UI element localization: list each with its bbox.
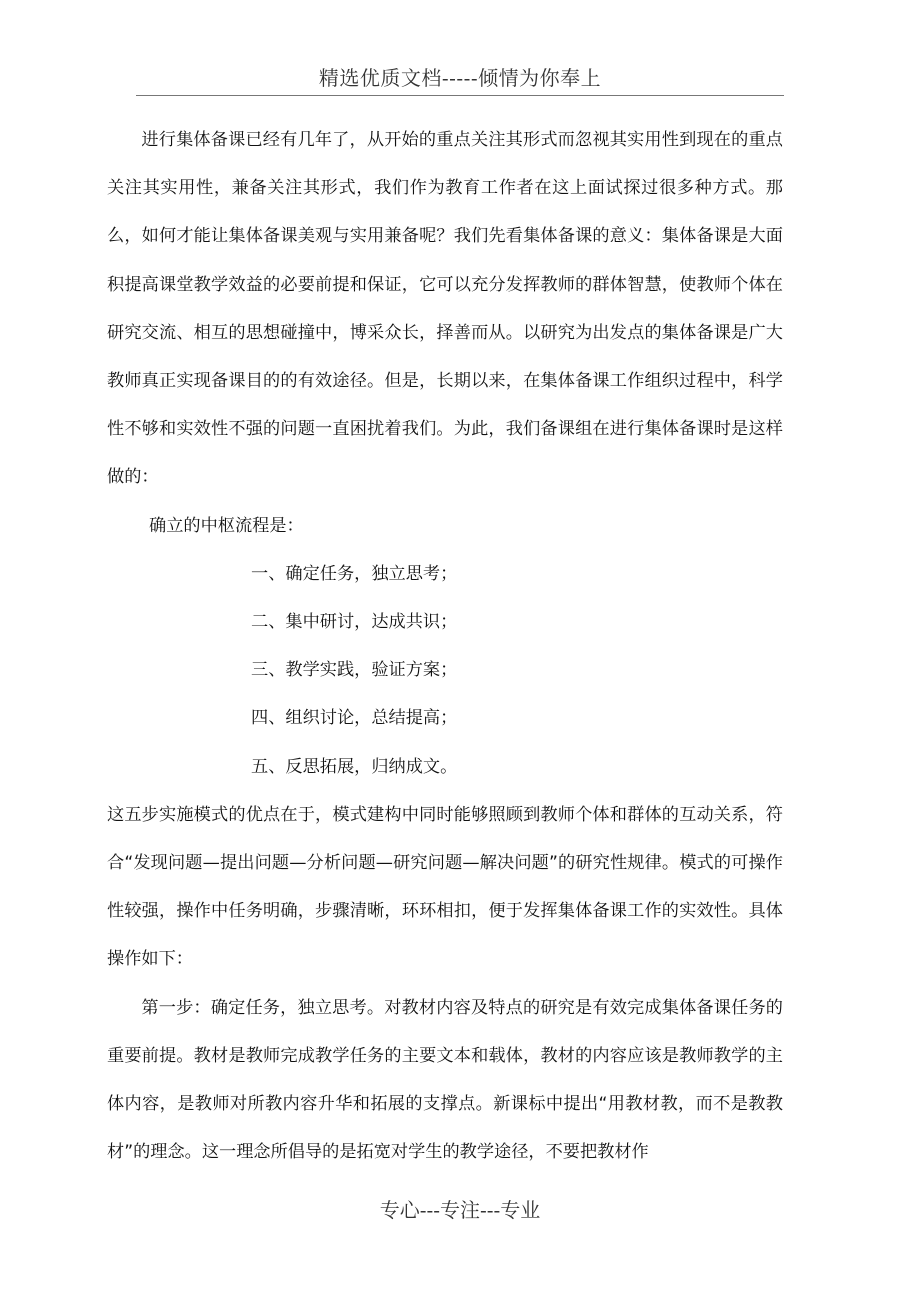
process-step-4: 四、组织讨论，总结提高； <box>251 708 458 729</box>
document-body <box>107 116 783 1176</box>
step-one-paragraph: 第一步：确定任务，独立思考。对教材内容及特点的研究是有效完成集体备课任务的重要前提。教材是教师完成教学任务的主要文本和载体，教材的内容应该是教师教学的主体内容，是教师对所教内容升华和拓展的支撑点。新课标中提出“用教材教，而不是教教材”的理念。这一理念所倡导的是拓宽对学生的教学途径，不要把教材作 <box>107 997 783 1163</box>
process-title: 确立的中枢流程是： <box>149 515 304 536</box>
process-step-1: 一、确定任务，独立思考； <box>251 563 458 584</box>
model-advantage-paragraph: 这五步实施模式的优点在于，模式建构中同时能够照顾到教师个体和群体的互动关系，符合“发现问题—提出问题—分析问题—研究问题—解决问题”的研究性规律。模式的可操作性较强，操作中任务明确，步骤清晰，环环相扣，便于发挥集体备课工作的实效性。具体操作如下： <box>107 804 783 970</box>
page-header: 精选优质文档-----倾情为你奉上 <box>318 66 602 90</box>
process-step-5: 五、反思拓展，归纳成文。 <box>251 756 458 777</box>
intro-paragraph: 进行集体备课已经有几年了，从开始的重点关注其形式而忽视其实用性到现在的重点关注其实用性，兼备关注其形式，我们作为教育工作者在这上面试探过很多种方式。那么，如何才能让集体备课美观与实用兼备呢？我们先看集体备课的意义：集体备课是大面积提高课堂教学效益的必要前提和保证，它可以充分发挥教师的群体智慧，使教师个体在研究交流、相互的思想碰撞中，博采众长，择善而从。以研究为出发点的集体备课是广大教师真正实现备课目的的有效途径。但是，长期以来，在集体备课工作组织过程中，科学性不够和实效性不强的问题一直困扰着我们。为此，我们备课组在进行集体备课时是这样做的： <box>107 130 783 488</box>
header-divider <box>136 95 784 96</box>
process-step-2: 二、集中研讨，达成共识； <box>251 612 458 633</box>
process-step-3: 三、教学实践，验证方案； <box>251 660 458 681</box>
page-footer: 专心---专注---专业 <box>379 1198 541 1222</box>
